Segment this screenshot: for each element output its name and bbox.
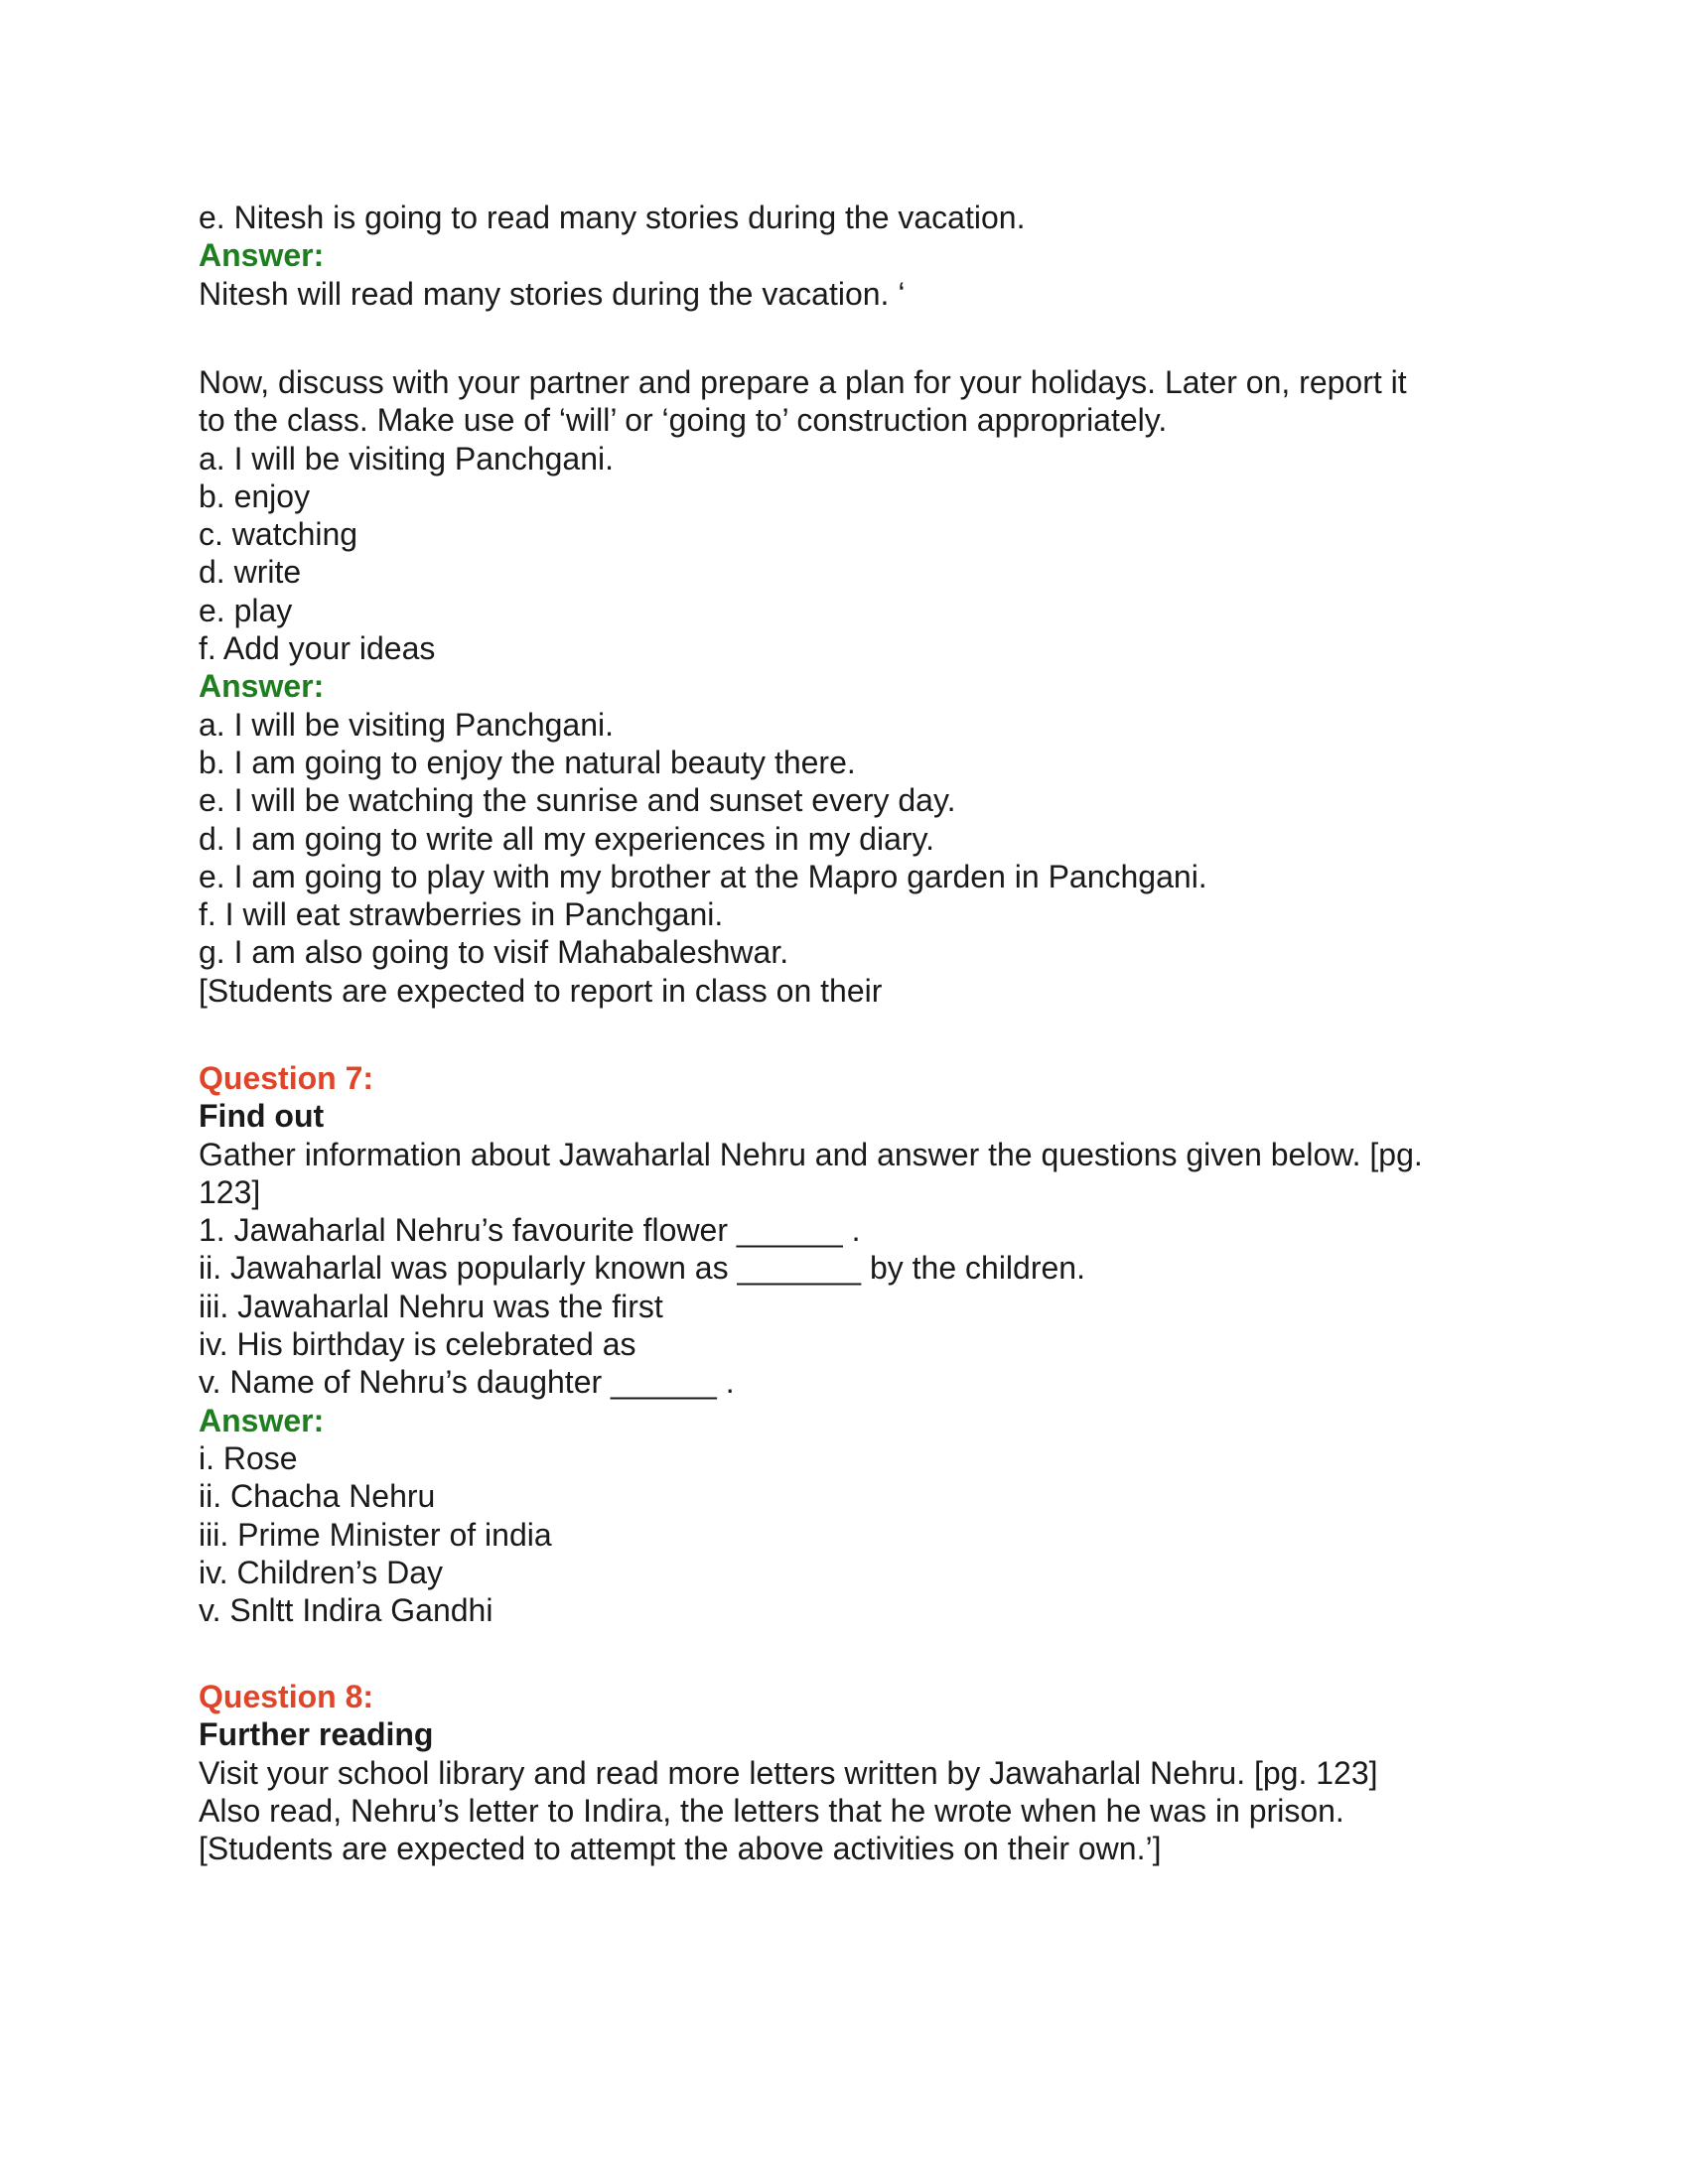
list-item: ii. Jawaharlal was popularly known as _______ by the children. [199, 1250, 1085, 1287]
list-item: e. play [199, 592, 293, 628]
intro-line: Gather information about Jawaharlal Nehru and answer the questions given below. [pg. [199, 1136, 1423, 1172]
answer-item: iii. Prime Minister of india [199, 1516, 552, 1553]
question-label: Question 7: [199, 1060, 374, 1096]
question-8-section [199, 1678, 1489, 1867]
answer-item: f. I will eat strawberries in Panchgani. [199, 896, 724, 933]
answer-item: iv. Children’s Day [199, 1554, 444, 1590]
answer-item: g. I am also going to visif Mahabaleshwar. [199, 934, 789, 971]
section-heading: Find out [199, 1098, 325, 1135]
instruction-line: to the class. Make use of ‘will’ or ‘going to’ construction appropriately. [199, 402, 1168, 439]
question-7-section [199, 1059, 1489, 1629]
list-item: d. write [199, 554, 302, 591]
list-item: iii. Jawaharlal Nehru was the first [199, 1288, 663, 1324]
list-item: b. enjoy [199, 478, 311, 514]
answer-item: a. I will be visiting Panchgani. [199, 706, 614, 743]
list-item: 1. Jawaharlal Nehru’s favourite flower ______ . [199, 1212, 861, 1249]
answer-item: v. Snltt Indira Gandhi [199, 1592, 493, 1629]
list-item: iv. His birthday is celebrated as [199, 1326, 636, 1363]
answer-item: [Students are expected to report in class on their [199, 972, 883, 1009]
answer-item: b. I am going to enjoy the natural beauty there. [199, 744, 856, 780]
answer-item: d. I am going to write all my experiences in my diary. [199, 820, 935, 857]
question-line: e. Nitesh is going to read many stories during the vacation. [199, 200, 1026, 235]
answer-item: i. Rose [199, 1439, 298, 1476]
instruction-line: Now, discuss with your partner and prepare a plan for your holidays. Later on, report it [199, 364, 1407, 400]
answer-item: ii. Chacha Nehru [199, 1478, 436, 1515]
answer-label: Answer: [199, 668, 325, 705]
list-item: f. Add your ideas [199, 630, 436, 667]
answer-label: Answer: [199, 237, 325, 274]
question-label: Question 8: [199, 1679, 374, 1714]
paragraph-line: Visit your school library and read more letters written by Jawaharlal Nehru. [pg. 123] [199, 1754, 1378, 1791]
list-item: c. watching [199, 516, 358, 553]
answer-label: Answer: [199, 1402, 325, 1438]
section-top [199, 199, 1489, 313]
paragraph-line: Also read, Nehru’s letter to Indira, the letters that he wrote when he was in prison. [199, 1792, 1344, 1829]
answer-item: e. I will be watching the sunrise and sunset every day. [199, 782, 956, 819]
answer-line: Nitesh will read many stories during the vacation. ‘ [199, 275, 906, 312]
list-item: v. Name of Nehru’s daughter ______ . [199, 1364, 735, 1401]
answer-item: e. I am going to play with my brother at the Mapro garden in Panchgani. [199, 858, 1207, 894]
section-plan [199, 363, 1489, 1010]
paragraph-line: [Students are expected to attempt the above activities on their own.’] [199, 1831, 1162, 1867]
list-item: a. I will be visiting Panchgani. [199, 440, 614, 477]
intro-line: 123] [199, 1173, 261, 1210]
section-heading: Further reading [199, 1716, 434, 1753]
